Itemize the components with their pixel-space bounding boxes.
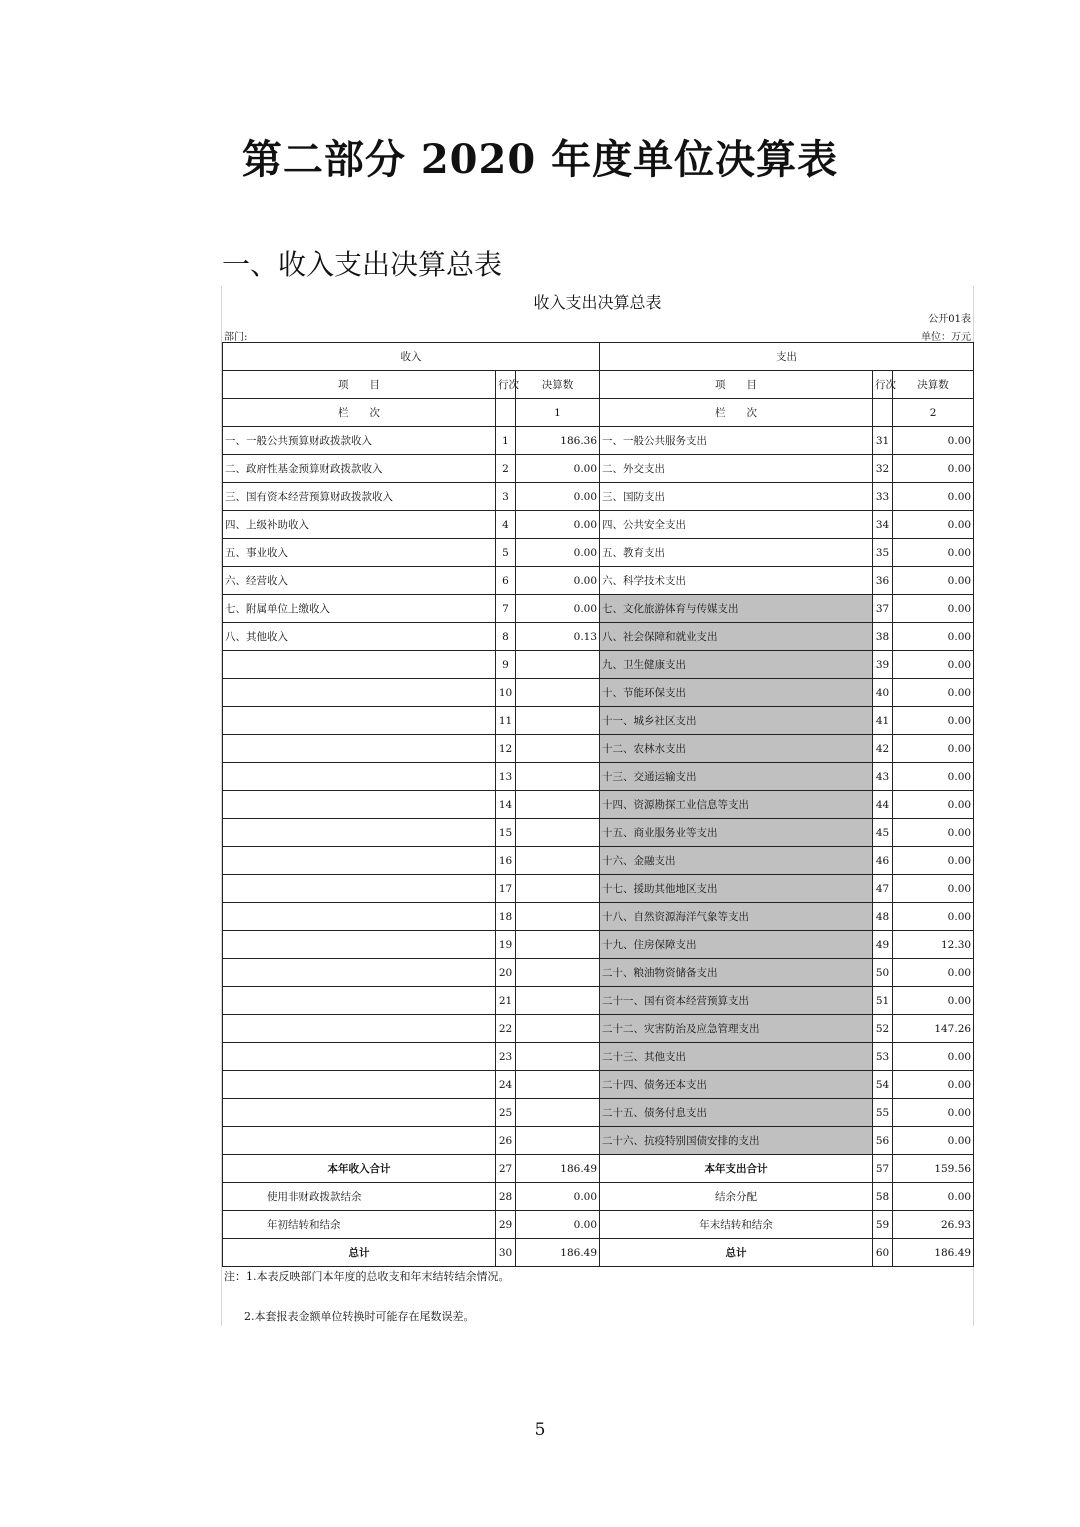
income-row-no: 2	[496, 455, 516, 483]
table-row	[223, 427, 974, 455]
income-summary-item: 年初结转和结余	[223, 1211, 496, 1239]
income-row-no: 4	[496, 511, 516, 539]
income-row-no: 26	[496, 1127, 516, 1155]
expense-row-no: 37	[873, 595, 893, 623]
expense-item: 三、国防支出	[600, 483, 873, 511]
income-row-no: 30	[496, 1239, 516, 1267]
income-item	[223, 1099, 496, 1127]
expense-amount: 0.00	[893, 847, 974, 875]
income-amount	[516, 847, 600, 875]
income-row-no: 22	[496, 1015, 516, 1043]
income-amount: 0.00	[516, 539, 600, 567]
expense-amount: 0.00	[893, 959, 974, 987]
expense-item: 五、教育支出	[600, 539, 873, 567]
expense-row-no: 43	[873, 763, 893, 791]
income-amount	[516, 875, 600, 903]
expense-item: 二十五、债务付息支出	[600, 1099, 873, 1127]
expense-row-no: 33	[873, 483, 893, 511]
income-item	[223, 875, 496, 903]
income-row-no: 9	[496, 651, 516, 679]
table-row	[223, 875, 974, 903]
expense-item: 十四、资源勘探工业信息等支出	[600, 791, 873, 819]
income-item	[223, 679, 496, 707]
expense-amount: 26.93	[893, 1211, 974, 1239]
expense-item: 二十一、国有资本经营预算支出	[600, 987, 873, 1015]
expense-item: 七、文化旅游体育与传媒支出	[600, 595, 873, 623]
expense-summary-item: 结余分配	[600, 1183, 873, 1211]
table-row	[223, 1127, 974, 1155]
expense-row-no: 53	[873, 1043, 893, 1071]
table-row	[223, 931, 974, 959]
expense-row-no: 59	[873, 1211, 893, 1239]
expense-amount: 0.00	[893, 679, 974, 707]
summary-row	[223, 1211, 974, 1239]
income-row-no: 25	[496, 1099, 516, 1127]
table-row	[223, 707, 974, 735]
income-amount	[516, 959, 600, 987]
income-amount: 0.00	[516, 1211, 600, 1239]
income-amount	[516, 651, 600, 679]
expense-item: 二十二、灾害防治及应急管理支出	[600, 1015, 873, 1043]
table-row	[223, 819, 974, 847]
income-row-no: 20	[496, 959, 516, 987]
expense-amount: 0.00	[893, 735, 974, 763]
expense-amount-header: 决算数	[893, 371, 974, 399]
summary-row	[223, 1183, 974, 1211]
expense-item: 二十四、债务还本支出	[600, 1071, 873, 1099]
expense-row-no: 41	[873, 707, 893, 735]
expense-amount: 0.00	[893, 455, 974, 483]
income-row-no: 13	[496, 763, 516, 791]
expense-item: 十八、自然资源海洋气象等支出	[600, 903, 873, 931]
income-row-no: 6	[496, 567, 516, 595]
page-title: 第二部分 2020 年度单位决算表	[241, 136, 839, 183]
table-row	[223, 1071, 974, 1099]
note-1: 注：1.本表反映部门本年度的总收支和年末结转结余情况。	[224, 1270, 510, 1283]
summary-table	[222, 342, 974, 1267]
expense-amount: 0.00	[893, 427, 974, 455]
income-amount: 0.00	[516, 1183, 600, 1211]
expense-item: 二十、粮油物资储备支出	[600, 959, 873, 987]
table-row	[223, 595, 974, 623]
income-amount	[516, 931, 600, 959]
expense-header: 支出	[600, 343, 974, 371]
expense-row-no: 54	[873, 1071, 893, 1099]
income-item	[223, 1127, 496, 1155]
income-amount: 0.00	[516, 455, 600, 483]
expense-item: 十六、金融支出	[600, 847, 873, 875]
expense-row-no: 39	[873, 651, 893, 679]
income-item	[223, 959, 496, 987]
expense-row-no: 56	[873, 1127, 893, 1155]
expense-amount: 0.00	[893, 875, 974, 903]
income-amount	[516, 1099, 600, 1127]
income-row-no: 17	[496, 875, 516, 903]
table-row	[223, 987, 974, 1015]
income-column-number: 1	[516, 399, 600, 427]
budget-sheet	[221, 286, 974, 1326]
expense-item: 二十六、抗疫特别国债安排的支出	[600, 1127, 873, 1155]
income-row-no: 8	[496, 623, 516, 651]
income-item	[223, 763, 496, 791]
expense-row-no: 46	[873, 847, 893, 875]
income-amount	[516, 791, 600, 819]
income-amount	[516, 903, 600, 931]
expense-item: 十九、住房保障支出	[600, 931, 873, 959]
expense-item: 二十三、其他支出	[600, 1043, 873, 1071]
expense-amount: 147.26	[893, 1015, 974, 1043]
expense-row-no: 40	[873, 679, 893, 707]
expense-amount: 0.00	[893, 903, 974, 931]
expense-row-no: 48	[873, 903, 893, 931]
section-title: 一、收入支出决算总表	[222, 248, 503, 281]
expense-row-no: 58	[873, 1183, 893, 1211]
income-amount	[516, 987, 600, 1015]
expense-row-no-header: 行次	[873, 371, 893, 399]
income-row-no: 18	[496, 903, 516, 931]
income-summary-item: 本年收入合计	[223, 1155, 496, 1183]
income-row-no: 11	[496, 707, 516, 735]
table-row	[223, 1099, 974, 1127]
table-header-row	[223, 343, 974, 371]
expense-item: 十三、交通运输支出	[600, 763, 873, 791]
expense-item: 十七、援助其他地区支出	[600, 875, 873, 903]
expense-row-no: 57	[873, 1155, 893, 1183]
expense-summary-item: 年末结转和结余	[600, 1211, 873, 1239]
income-amount: 186.36	[516, 427, 600, 455]
expense-amount: 0.00	[893, 539, 974, 567]
income-amount	[516, 707, 600, 735]
expense-item: 十二、农林水支出	[600, 735, 873, 763]
income-column-label: 栏 次	[223, 399, 496, 427]
expense-item: 九、卫生健康支出	[600, 651, 873, 679]
table-row	[223, 847, 974, 875]
expense-column-label: 栏 次	[600, 399, 873, 427]
table-row	[223, 791, 974, 819]
income-item: 二、政府性基金预算财政拨款收入	[223, 455, 496, 483]
expense-row-no: 32	[873, 455, 893, 483]
expense-amount: 0.00	[893, 1071, 974, 1099]
income-item: 三、国有资本经营预算财政拨款收入	[223, 483, 496, 511]
income-item	[223, 791, 496, 819]
expense-row-no: 36	[873, 567, 893, 595]
expense-summary-item: 总计	[600, 1239, 873, 1267]
expense-row-no: 34	[873, 511, 893, 539]
income-item: 八、其他收入	[223, 623, 496, 651]
summary-row	[223, 1155, 974, 1183]
income-amount	[516, 763, 600, 791]
table-row	[223, 1043, 974, 1071]
income-amount	[516, 1127, 600, 1155]
expense-amount: 0.00	[893, 567, 974, 595]
expense-row-no: 42	[873, 735, 893, 763]
income-amount	[516, 1043, 600, 1071]
table-row	[223, 455, 974, 483]
expense-item: 十五、商业服务业等支出	[600, 819, 873, 847]
expense-amount: 159.56	[893, 1155, 974, 1183]
expense-row-no: 55	[873, 1099, 893, 1127]
expense-row-no: 38	[873, 623, 893, 651]
income-item: 四、上级补助收入	[223, 511, 496, 539]
table-row	[223, 539, 974, 567]
expense-row-no: 60	[873, 1239, 893, 1267]
expense-row-no: 35	[873, 539, 893, 567]
expense-row-no: 49	[873, 931, 893, 959]
income-row-no: 21	[496, 987, 516, 1015]
income-summary-item: 总计	[223, 1239, 496, 1267]
table-row	[223, 735, 974, 763]
income-row-no: 10	[496, 679, 516, 707]
table-row	[223, 511, 974, 539]
summary-row	[223, 1239, 974, 1267]
expense-amount: 0.00	[893, 623, 974, 651]
expense-row-no: 52	[873, 1015, 893, 1043]
expense-amount: 186.49	[893, 1239, 974, 1267]
table-row	[223, 651, 974, 679]
income-item: 七、附属单位上缴收入	[223, 595, 496, 623]
income-row-no: 3	[496, 483, 516, 511]
income-amount-header: 决算数	[516, 371, 600, 399]
income-item	[223, 847, 496, 875]
expense-amount: 0.00	[893, 791, 974, 819]
income-item	[223, 987, 496, 1015]
income-amount	[516, 1015, 600, 1043]
table-row	[223, 679, 974, 707]
expense-amount: 0.00	[893, 483, 974, 511]
income-row-no-header: 行次	[496, 371, 516, 399]
expense-amount: 0.00	[893, 819, 974, 847]
note-2: 2.本套报表金额单位转换时可能存在尾数误差。	[244, 1310, 475, 1323]
department-label: 部门:	[224, 332, 248, 343]
income-amount: 0.00	[516, 511, 600, 539]
income-item-header: 项 目	[223, 371, 496, 399]
income-item: 一、一般公共预算财政拨款收入	[223, 427, 496, 455]
income-item	[223, 651, 496, 679]
page-number: 5	[534, 1420, 546, 1440]
expense-amount: 0.00	[893, 651, 974, 679]
table-row	[223, 623, 974, 651]
income-summary-item: 使用非财政拨款结余	[223, 1183, 496, 1211]
income-amount	[516, 819, 600, 847]
income-row-no: 12	[496, 735, 516, 763]
expense-amount: 0.00	[893, 511, 974, 539]
income-row-no: 15	[496, 819, 516, 847]
expense-amount: 12.30	[893, 931, 974, 959]
table-row	[223, 763, 974, 791]
income-item	[223, 931, 496, 959]
expense-item: 一、一般公共服务支出	[600, 427, 873, 455]
expense-item: 六、科学技术支出	[600, 567, 873, 595]
income-amount	[516, 1071, 600, 1099]
income-row-no: 14	[496, 791, 516, 819]
income-item: 五、事业收入	[223, 539, 496, 567]
income-amount: 0.00	[516, 595, 600, 623]
income-item	[223, 1043, 496, 1071]
expense-item: 二、外交支出	[600, 455, 873, 483]
income-row-no: 1	[496, 427, 516, 455]
expense-row-no: 45	[873, 819, 893, 847]
income-item	[223, 819, 496, 847]
expense-amount: 0.00	[893, 987, 974, 1015]
expense-item: 四、公共安全支出	[600, 511, 873, 539]
expense-amount: 0.00	[893, 1043, 974, 1071]
income-item	[223, 903, 496, 931]
expense-item: 十一、城乡社区支出	[600, 707, 873, 735]
income-item	[223, 735, 496, 763]
income-row-no: 23	[496, 1043, 516, 1071]
income-row-no: 27	[496, 1155, 516, 1183]
income-amount: 0.00	[516, 567, 600, 595]
income-amount: 186.49	[516, 1155, 600, 1183]
expense-row-no: 50	[873, 959, 893, 987]
blank-cell	[496, 399, 516, 427]
income-row-no: 5	[496, 539, 516, 567]
income-item	[223, 707, 496, 735]
expense-row-no: 47	[873, 875, 893, 903]
income-item	[223, 1071, 496, 1099]
expense-row-no: 31	[873, 427, 893, 455]
blank-cell	[873, 399, 893, 427]
income-row-no: 19	[496, 931, 516, 959]
column-number-row	[223, 399, 974, 427]
income-header: 收入	[223, 343, 600, 371]
expense-amount: 0.00	[893, 707, 974, 735]
expense-column-number: 2	[893, 399, 974, 427]
table-title: 收入支出决算总表	[533, 293, 662, 312]
table-row	[223, 483, 974, 511]
expense-item: 十、节能环保支出	[600, 679, 873, 707]
income-amount	[516, 679, 600, 707]
form-code: 公开01表	[928, 314, 971, 325]
income-row-no: 24	[496, 1071, 516, 1099]
expense-amount: 0.00	[893, 1183, 974, 1211]
income-amount: 186.49	[516, 1239, 600, 1267]
table-row	[223, 903, 974, 931]
income-amount	[516, 735, 600, 763]
income-row-no: 16	[496, 847, 516, 875]
expense-summary-item: 本年支出合计	[600, 1155, 873, 1183]
expense-amount: 0.00	[893, 1099, 974, 1127]
income-item: 六、经营收入	[223, 567, 496, 595]
income-item	[223, 1015, 496, 1043]
expense-amount: 0.00	[893, 763, 974, 791]
expense-item-header: 项 目	[600, 371, 873, 399]
column-header-row	[223, 371, 974, 399]
table-row	[223, 1015, 974, 1043]
expense-amount: 0.00	[893, 595, 974, 623]
expense-amount: 0.00	[893, 1127, 974, 1155]
income-amount: 0.00	[516, 483, 600, 511]
income-row-no: 28	[496, 1183, 516, 1211]
expense-row-no: 51	[873, 987, 893, 1015]
income-amount: 0.13	[516, 623, 600, 651]
income-row-no: 29	[496, 1211, 516, 1239]
unit-label: 单位：万元	[921, 332, 971, 343]
income-row-no: 7	[496, 595, 516, 623]
table-row	[223, 567, 974, 595]
expense-row-no: 44	[873, 791, 893, 819]
table-row	[223, 959, 974, 987]
expense-item: 八、社会保障和就业支出	[600, 623, 873, 651]
